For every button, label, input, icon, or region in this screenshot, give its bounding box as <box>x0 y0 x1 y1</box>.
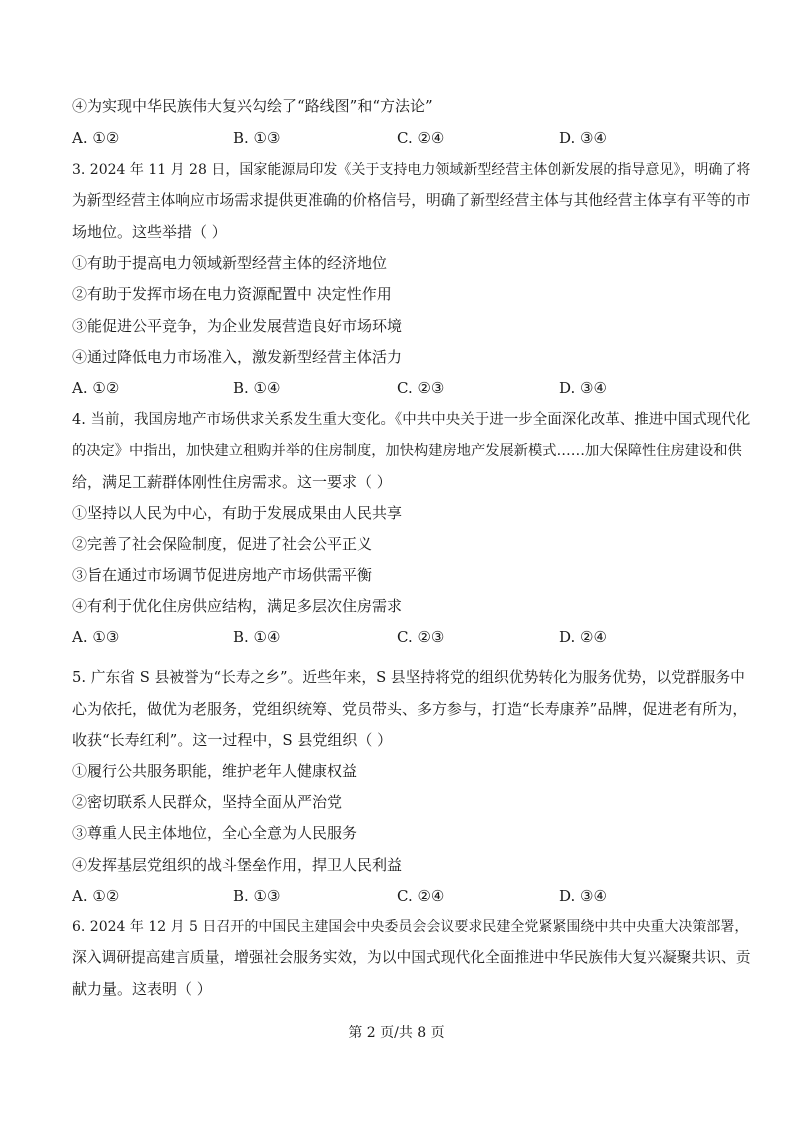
q4-option-d[interactable]: D. ②④ <box>559 628 607 646</box>
q5-item-1: ①履行公共服务职能，维护老年人健康权益 <box>72 762 358 780</box>
q4-options <box>72 627 732 647</box>
q3-item-4: ④通过降低电力市场准入，激发新型经营主体活力 <box>72 348 403 366</box>
q3-option-a[interactable]: A. ①② <box>72 379 120 397</box>
q3-stem-line-1: 3. 2024 年 11 月 28 日，国家能源局印发《关于支持电力领域新型经营主体创新发展的指导意见》，明确了将 <box>72 162 751 178</box>
q5-stem-line-2: 心为依托，做优为老服务，党组织统筹、党员带头、多方参与，打造“长寿康养”品牌，促进老有所为， <box>72 700 748 718</box>
q2-item-4: ④为实现中华民族伟大复兴勾绘了“路线图”和“方法论” <box>72 97 433 115</box>
q3-item-3: ③能促进公平竞争，为企业发展营造良好市场环境 <box>72 317 403 335</box>
q5-item-4: ④发挥基层党组织的战斗堡垒作用，捍卫人民利益 <box>72 856 403 874</box>
q3-stem-line-3: 场地位。这些举措（ ） <box>72 223 227 241</box>
q4-option-a[interactable]: A. ①③ <box>72 628 120 646</box>
q6-stem-line-2: 深入调研提高建言质量，增强社会服务实效，为以中国式现代化全面推进中华民族伟大复兴凝聚共识、贡 <box>72 949 751 966</box>
q5-option-d[interactable]: D. ③④ <box>559 887 607 905</box>
q4-option-b[interactable]: B. ①④ <box>233 628 281 646</box>
page-footer: 第 2 页/共 8 页 <box>348 1025 445 1041</box>
q4-item-1: ①坚持以人民为中心，有助于发展成果由人民共享 <box>72 504 403 522</box>
q3-options <box>72 378 732 398</box>
q3-option-c[interactable]: C. ②③ <box>397 379 445 397</box>
q2-options <box>72 128 732 148</box>
q3-stem-line-2: 为新型经营主体响应市场需求提供更准确的价格信号，明确了新型经营主体与其他经营主体享有平等的市 <box>72 192 751 209</box>
q5-option-b[interactable]: B. ①③ <box>233 887 281 905</box>
q2-option-c[interactable]: C. ②④ <box>397 129 445 147</box>
q5-item-2: ②密切联系人民群众，坚持全面从严治党 <box>72 793 343 811</box>
q6-stem-line-3: 献力量。这表明（ ） <box>72 980 212 998</box>
q2-option-d[interactable]: D. ③④ <box>559 129 607 147</box>
q6-stem-line-1: 6. 2024 年 12 月 5 日召开的中国民主建国会中央委员会会议要求民建全党紧紧围绕中共中央重大决策部署， <box>72 919 749 935</box>
q4-stem-line-1: 4. 当前，我国房地产市场供求关系发生重大变化。《中共中央关于进一步全面深化改革、推进中国式现代化 <box>72 412 751 428</box>
q5-option-c[interactable]: C. ②④ <box>397 887 445 905</box>
q5-stem-line-1: 5. 广东省 S 县被誉为“长寿之乡”。近些年来，S 县坚持将党的组织优势转化为服务优势，以党群服务中 <box>72 669 745 686</box>
q4-item-4: ④有利于优化住房供应结构，满足多层次住房需求 <box>72 597 403 615</box>
q5-option-a[interactable]: A. ①② <box>72 887 120 905</box>
q3-option-b[interactable]: B. ①④ <box>233 379 281 397</box>
q3-option-d[interactable]: D. ③④ <box>559 379 607 397</box>
q4-item-2: ②完善了社会保险制度，促进了社会公平正义 <box>72 535 373 553</box>
q4-option-c[interactable]: C. ②③ <box>397 628 445 646</box>
q3-item-1: ①有助于提高电力领域新型经营主体的经济地位 <box>72 254 388 272</box>
q4-stem-line-2: 的决定》中指出，加快建立租购并举的住房制度，加快构建房地产发展新模式……加大保障性住房建设和供 <box>72 443 742 459</box>
q5-item-3: ③尊重人民主体地位，全心全意为人民服务 <box>72 824 358 842</box>
q2-option-a[interactable]: A. ①② <box>72 129 120 147</box>
q5-options <box>72 886 732 906</box>
q4-stem-line-3: 给，满足工薪群体刚性住房需求。这一要求（ ） <box>72 473 392 491</box>
q5-stem-line-3: 收获“长寿红利”。这一过程中，S 县党组织（ ） <box>72 731 393 749</box>
q3-item-2: ②有助于发挥市场在电力资源配置中 决定性作用 <box>72 285 392 303</box>
q4-item-3: ③旨在通过市场调节促进房地产市场供需平衡 <box>72 566 373 584</box>
q2-option-b[interactable]: B. ①③ <box>233 129 281 147</box>
